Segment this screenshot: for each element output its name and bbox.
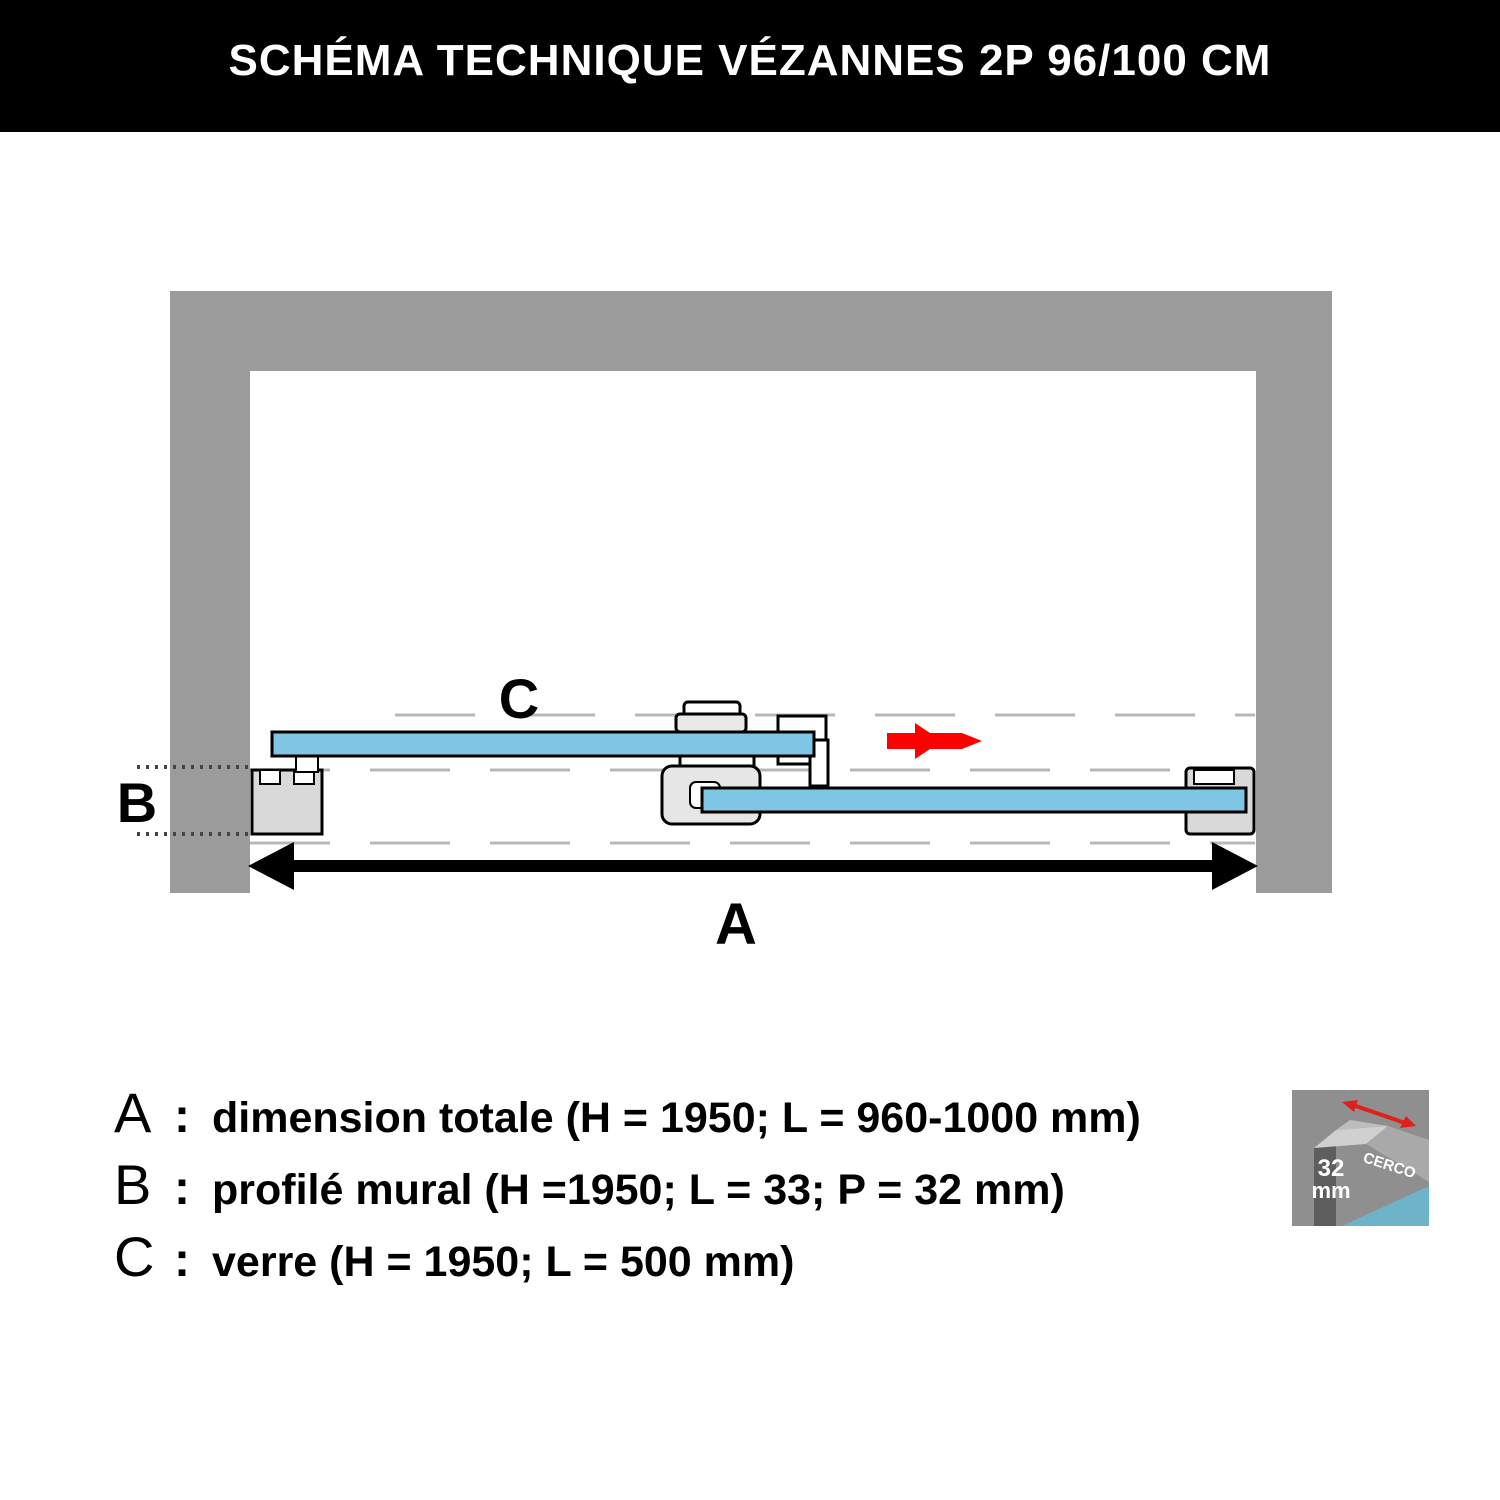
badge-depth-number: 32 [1317,1155,1345,1182]
legend-colon: : [174,1090,190,1143]
legend-item-c [114,1224,794,1294]
right-wall [1256,291,1332,893]
legend-letter: A [114,1081,152,1144]
page-title: SCHÉMA TECHNIQUE VÉZANNES 2P 96/100 CM [228,36,1272,85]
legend-text: profilé mural (H =1950; L = 33; P = 32 mm) [212,1166,1065,1214]
label-c: C [498,667,540,730]
fixed-glass-panel [272,732,814,756]
sliding-direction-arrow-icon [887,723,982,759]
legend-letter: C [114,1225,155,1288]
width-dimension-arrow [248,842,1258,890]
legend-text: dimension totale (H = 1950; L = 960-1000 mm) [212,1094,1141,1142]
wall-profile-left [252,752,322,834]
legend-colon: : [174,1162,190,1215]
badge-depth-unit: mm [1311,1178,1351,1203]
profile-depth-badge [1292,1090,1429,1226]
legend-colon: : [174,1234,190,1287]
badge-brand: CERCO [1361,1149,1418,1183]
sliding-glass-panel [702,788,1246,812]
legend-text: verre (H = 1950; L = 500 mm) [212,1238,795,1286]
legend-item-b [114,1152,1065,1222]
legend-item-a [114,1080,1141,1150]
label-a: A [715,892,757,957]
back-wall [170,291,1332,371]
legend-letter: B [114,1153,152,1216]
left-wall [170,291,250,893]
label-b: B [116,771,158,834]
